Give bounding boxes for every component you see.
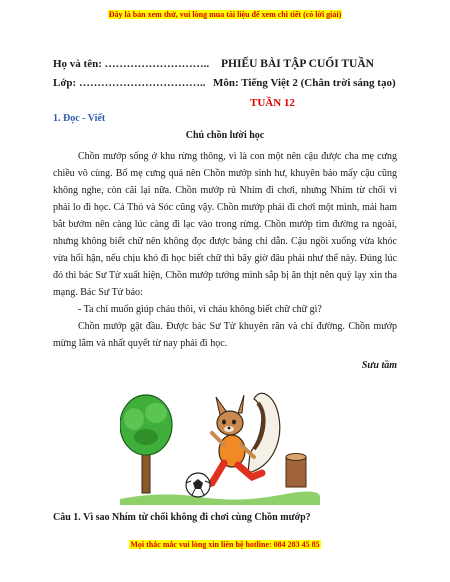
weasel-football-illustration bbox=[120, 373, 320, 505]
preview-banner bbox=[0, 4, 450, 22]
story-paragraph: Chồn mướp gật đầu. Được bác Sư Tử khuyên răn và chỉ đường. Chồn mướp mừng lắm và nhất quyết từ nay phải đi học. bbox=[53, 321, 397, 349]
tree-stump bbox=[286, 457, 306, 487]
hotline-text: Mọi thắc mắc vui lòng xin liên hệ hotline: 084 283 45 85 bbox=[130, 540, 320, 549]
story-title: Chú chồn lười học bbox=[185, 130, 265, 141]
sheet-title: PHIẾU BÀI TẬP CUỐI TUẦN bbox=[221, 58, 374, 70]
story-source: Sưu tầm bbox=[361, 360, 397, 371]
subject-label: Môn: Tiếng Việt 2 (Chân trời sáng tạo) bbox=[213, 77, 396, 89]
hotline-footer bbox=[0, 534, 450, 552]
preview-banner-text: Đây là bản xem thử, vui lòng mua tài liệu để xem chi tiết (có lời giải) bbox=[108, 10, 342, 19]
section-heading: 1. Đọc - Viết bbox=[53, 113, 106, 124]
story-body bbox=[53, 148, 397, 352]
worksheet-header bbox=[53, 58, 413, 96]
story-paragraph: Chồn mướp sống ở khu rừng thông, vì là con một nên cậu được cha mẹ cưng chiều vô cùng. Bố mẹ cưng quá nên Chồn mướp sinh hư, khuyên bảo mấy cậu cũng không nghe, còn cãi lại nữa. Chồn mướp rủ Nhím đi chơi, nhưng Nhím từ chối vì phải lo đi học. Cả Thỏ và Sóc cũng vậy. Chồn mướp phải đi chơi một mình, mải ham bắt bướm nên càng lúc càng đi lạc vào trong rừng. Chồn mướp tìm đường ra ngoài, nhưng không biết chữ nên không đọc được bảng chỉ dẫn. Cậu ngồi xuống vừa khóc vừa hối hận, nếu chịu khó đi học biết chữ thì bây giờ đâu phải như thế này. Đúng lúc đó thì bác Sư Tử xuất hiện, Chồn mướp tưởng mình sắp bị ăn thịt nên quỳ lạy xin tha mạng. Bác Sư Tử bảo: bbox=[53, 151, 397, 298]
story-dialog: - Ta chỉ muốn giúp cháu thôi, vì cháu không biết chữ chữ gì? bbox=[78, 304, 322, 315]
name-field-label: Họ và tên: ……………………….. bbox=[53, 58, 210, 70]
class-field-label: Lớp: …………………………….. bbox=[53, 77, 206, 89]
week-label: TUẦN 12 bbox=[250, 97, 295, 109]
question-1: Câu 1. Vì sao Nhím từ chối không đi chơi cùng Chồn mướp? bbox=[53, 512, 311, 523]
